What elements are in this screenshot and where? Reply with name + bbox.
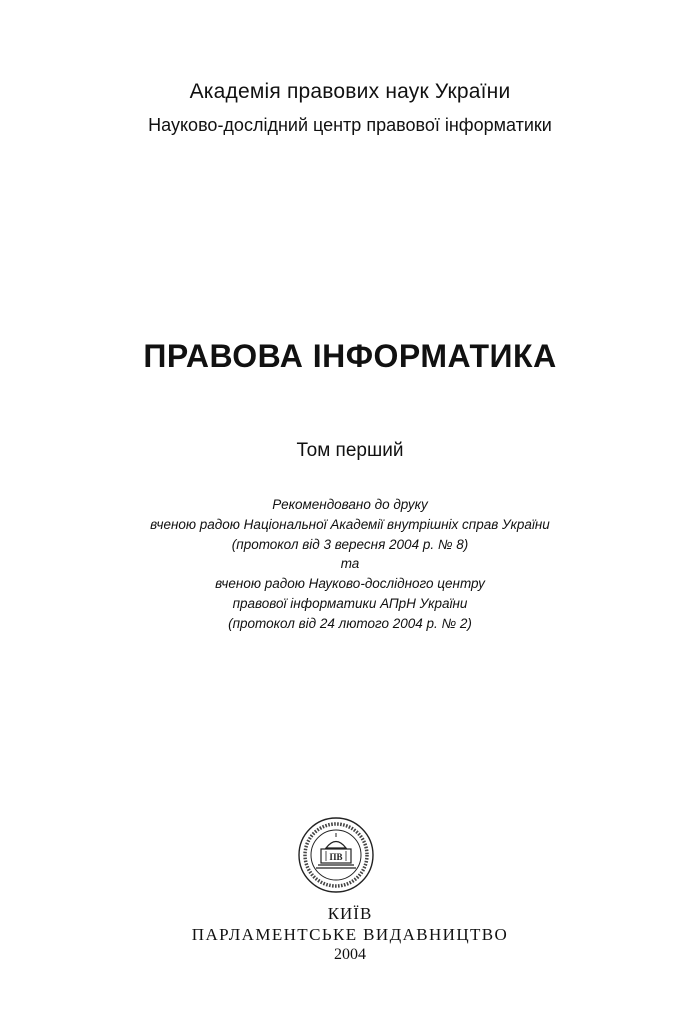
volume-label: Том перший xyxy=(296,440,404,461)
print-recommendation xyxy=(0,495,700,634)
publication-city: КИЇВ xyxy=(327,904,373,923)
publication-year: 2004 xyxy=(334,946,366,963)
recommendation-line: правової інформатики АПрН України xyxy=(232,595,468,611)
recommendation-line: вченою радою Науково-дослідного центру xyxy=(215,576,485,592)
recommendation-line: вченою радою Національної Академії внутрішніх справ України xyxy=(150,516,550,532)
recommendation-line: та xyxy=(340,556,360,572)
academy-name: Академія правових наук України xyxy=(189,80,511,103)
publisher-name: ПАРЛАМЕНТСЬКЕ ВИДАВНИЦТВО xyxy=(191,925,509,944)
recommendation-line: (протокол від 24 лютого 2004 р. № 2) xyxy=(228,615,472,631)
book-title: ПРАВОВА ІНФОРМАТИКА xyxy=(143,338,557,374)
emblem-monogram: ПВ xyxy=(329,852,343,862)
parliament-publisher-emblem-icon xyxy=(296,815,376,895)
research-center-name: Науково-дослідний центр правової інформатики xyxy=(148,115,552,135)
recommendation-line: Рекомендовано до друку xyxy=(272,497,428,512)
recommendation-line: (протокол від 3 вересня 2004 р. № 8) xyxy=(231,536,469,552)
